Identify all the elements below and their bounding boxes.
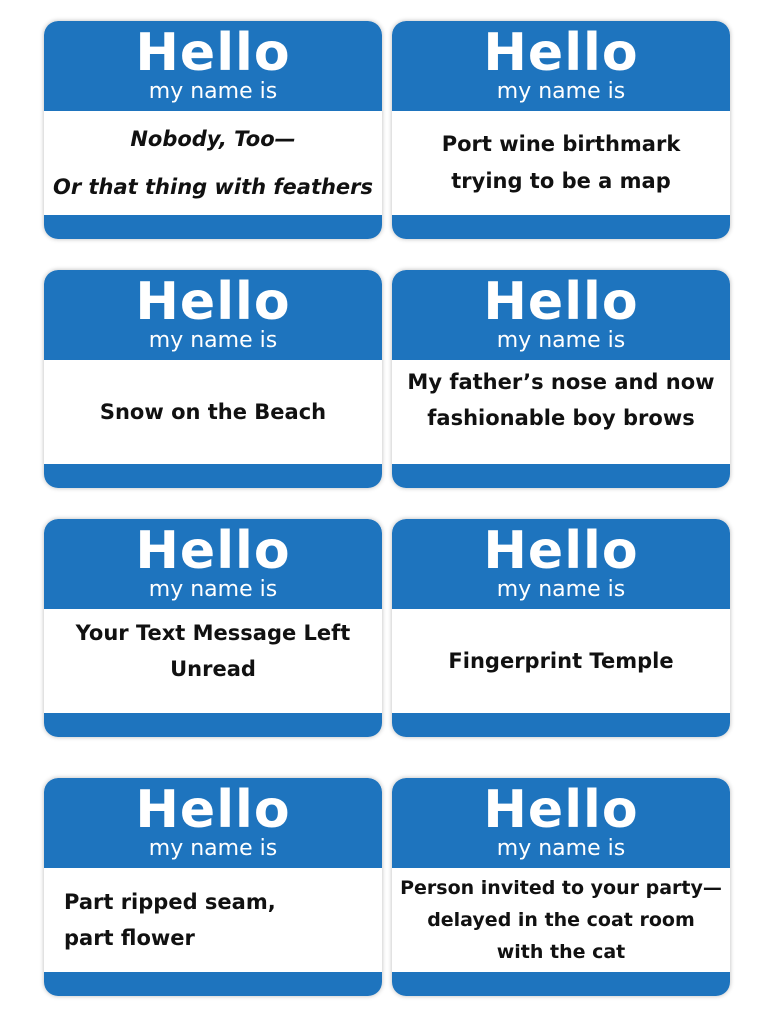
tag-name-line: Or that thing with feathers — [52, 175, 374, 199]
tag-name-line: Port wine birthmark — [441, 132, 681, 156]
tag-footer — [392, 215, 730, 239]
hello-heading: Hello — [135, 521, 291, 581]
hello-heading: Hello — [135, 23, 291, 83]
tag-name-line: Snow on the Beach — [99, 400, 327, 424]
my-name-is-label: my name is — [148, 836, 278, 861]
tag-header — [44, 270, 382, 360]
tag-footer — [392, 713, 730, 737]
name-tag — [392, 519, 730, 737]
tag-name-line: Part ripped seam, — [64, 890, 276, 914]
tag-footer — [44, 972, 382, 996]
tag-name-area — [392, 360, 730, 464]
hello-heading: Hello — [483, 272, 639, 332]
hello-heading: Hello — [483, 780, 639, 840]
my-name-is-label: my name is — [496, 836, 626, 861]
tag-name-area — [392, 111, 730, 215]
tag-header — [44, 778, 382, 868]
tag-name-line: trying to be a map — [451, 169, 671, 193]
tag-name-area — [44, 609, 382, 713]
tag-footer — [392, 972, 730, 996]
tag-name-line: with the cat — [496, 941, 626, 963]
my-name-is-label: my name is — [496, 577, 626, 602]
tag-header — [392, 21, 730, 111]
tag-footer — [44, 464, 382, 488]
tag-header — [44, 519, 382, 609]
tag-name-area — [44, 111, 382, 215]
tag-header — [392, 778, 730, 868]
tag-name-line: fashionable boy brows — [427, 406, 695, 430]
hello-heading: Hello — [483, 23, 639, 83]
tag-header — [44, 21, 382, 111]
name-tag — [44, 270, 382, 488]
tag-name-area — [44, 360, 382, 464]
tag-name-line: part flower — [64, 926, 195, 950]
tag-name-area — [392, 609, 730, 713]
tag-footer — [44, 713, 382, 737]
tag-header — [392, 270, 730, 360]
name-tag — [392, 270, 730, 488]
tag-name-line: My father’s nose and now — [407, 370, 715, 394]
tag-name-line: Your Text Message Left — [75, 621, 351, 645]
my-name-is-label: my name is — [496, 328, 626, 353]
tag-header — [392, 519, 730, 609]
tag-name-line: Fingerprint Temple — [448, 649, 674, 673]
tag-name-line: Person invited to your party— — [400, 877, 722, 899]
tag-footer — [392, 464, 730, 488]
my-name-is-label: my name is — [496, 79, 626, 104]
my-name-is-label: my name is — [148, 79, 278, 104]
name-tag — [44, 21, 382, 239]
hello-heading: Hello — [483, 521, 639, 581]
tag-name-line: delayed in the coat room — [427, 909, 695, 931]
my-name-is-label: my name is — [148, 577, 278, 602]
name-tag — [44, 519, 382, 737]
name-tag — [44, 778, 382, 996]
my-name-is-label: my name is — [148, 328, 278, 353]
hello-heading: Hello — [135, 272, 291, 332]
tag-name-area — [44, 868, 382, 972]
hello-heading: Hello — [135, 780, 291, 840]
tag-name-line: Nobody, Too— — [130, 127, 296, 151]
tag-name-line: Unread — [170, 657, 256, 681]
tag-footer — [44, 215, 382, 239]
tag-name-area — [392, 868, 730, 972]
name-tag — [392, 21, 730, 239]
name-tag — [392, 778, 730, 996]
